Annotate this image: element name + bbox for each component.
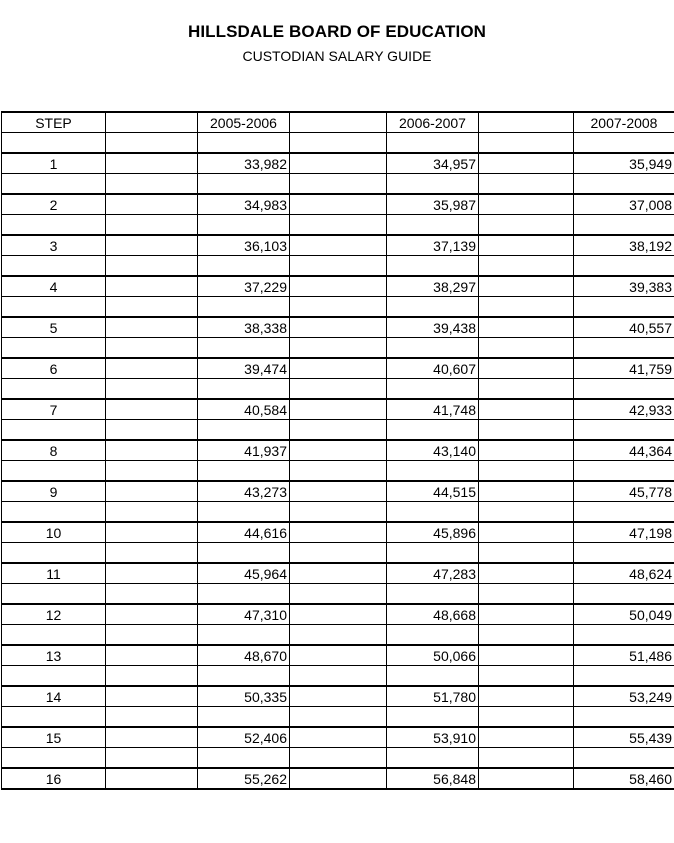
spacer-cell <box>198 461 290 482</box>
salary-2005-2006-cell: 45,964 <box>198 563 290 584</box>
spacer-cell <box>479 748 574 769</box>
step-cell: 7 <box>2 399 106 420</box>
spacer-cell <box>574 297 674 318</box>
table-row <box>2 645 674 666</box>
spacer-cell <box>106 502 198 523</box>
salary-2006-2007-cell: 45,896 <box>387 522 479 543</box>
spacer-cell <box>479 276 574 297</box>
salary-2006-2007-cell: 37,139 <box>387 235 479 256</box>
spacer-cell <box>106 543 198 564</box>
spacer-cell <box>106 153 198 174</box>
salary-2006-2007-cell: 50,066 <box>387 645 479 666</box>
spacer-cell <box>479 256 574 277</box>
spacer-row <box>2 256 674 277</box>
table-row <box>2 522 674 543</box>
spacer-cell <box>479 174 574 195</box>
spacer-cell <box>479 563 574 584</box>
spacer-cell <box>106 481 198 502</box>
spacer-cell <box>479 317 574 338</box>
spacer-cell <box>290 338 387 359</box>
table-row <box>2 276 674 297</box>
spacer-cell <box>106 133 198 154</box>
spacer-cell <box>479 440 574 461</box>
salary-2005-2006-cell: 55,262 <box>198 768 290 789</box>
spacer-cell <box>106 215 198 236</box>
spacer-cell <box>106 440 198 461</box>
page-title: HILLSDALE BOARD OF EDUCATION <box>187 22 487 41</box>
spacer-cell <box>106 666 198 687</box>
spacer-cell <box>106 748 198 769</box>
spacer-cell <box>574 666 674 687</box>
salary-2005-2006-cell: 41,937 <box>198 440 290 461</box>
header-year3: 2007-2008 <box>574 112 674 133</box>
header-year2: 2006-2007 <box>387 112 479 133</box>
spacer-cell <box>479 399 574 420</box>
spacer-cell <box>479 645 574 666</box>
spacer-cell <box>290 440 387 461</box>
step-cell: 1 <box>2 153 106 174</box>
salary-2007-2008-cell: 35,949 <box>574 153 674 174</box>
spacer-cell <box>290 522 387 543</box>
spacer-cell <box>290 502 387 523</box>
spacer-cell <box>479 379 574 400</box>
spacer-cell <box>479 215 574 236</box>
table-row <box>2 358 674 379</box>
spacer-cell <box>479 768 574 789</box>
spacer-row <box>2 666 674 687</box>
salary-2005-2006-cell: 43,273 <box>198 481 290 502</box>
spacer-cell <box>2 543 106 564</box>
spacer-cell <box>479 194 574 215</box>
spacer-cell <box>106 194 198 215</box>
salary-table <box>1 111 674 790</box>
salary-2006-2007-cell: 53,910 <box>387 727 479 748</box>
spacer-cell <box>198 420 290 441</box>
salary-2007-2008-cell: 37,008 <box>574 194 674 215</box>
spacer-cell <box>290 481 387 502</box>
spacer-cell <box>387 625 479 646</box>
salary-2007-2008-cell: 38,192 <box>574 235 674 256</box>
spacer-cell <box>106 174 198 195</box>
salary-2005-2006-cell: 38,338 <box>198 317 290 338</box>
spacer-cell <box>290 174 387 195</box>
table-row <box>2 440 674 461</box>
salary-2005-2006-cell: 48,670 <box>198 645 290 666</box>
table-row <box>2 768 674 789</box>
spacer-cell <box>387 748 479 769</box>
spacer-cell <box>574 174 674 195</box>
spacer-cell <box>574 338 674 359</box>
spacer-cell <box>290 358 387 379</box>
salary-2007-2008-cell: 50,049 <box>574 604 674 625</box>
header-spacer <box>106 112 198 133</box>
spacer-cell <box>2 133 106 154</box>
spacer-cell <box>290 461 387 482</box>
table-row <box>2 194 674 215</box>
spacer-cell <box>574 707 674 728</box>
spacer-cell <box>2 461 106 482</box>
spacer-cell <box>106 420 198 441</box>
spacer-cell <box>290 727 387 748</box>
spacer-cell <box>574 256 674 277</box>
spacer-cell <box>106 235 198 256</box>
salary-2007-2008-cell: 51,486 <box>574 645 674 666</box>
spacer-cell <box>479 522 574 543</box>
spacer-cell <box>290 276 387 297</box>
salary-2007-2008-cell: 42,933 <box>574 399 674 420</box>
spacer-cell <box>106 256 198 277</box>
table-row <box>2 563 674 584</box>
spacer-cell <box>198 584 290 605</box>
step-cell: 8 <box>2 440 106 461</box>
step-cell: 4 <box>2 276 106 297</box>
spacer-cell <box>198 666 290 687</box>
spacer-cell <box>574 215 674 236</box>
spacer-cell <box>2 420 106 441</box>
spacer-cell <box>198 256 290 277</box>
spacer-cell <box>106 399 198 420</box>
spacer-cell <box>387 174 479 195</box>
salary-2007-2008-cell: 39,383 <box>574 276 674 297</box>
salary-2006-2007-cell: 38,297 <box>387 276 479 297</box>
header-year1: 2005-2006 <box>198 112 290 133</box>
spacer-cell <box>479 502 574 523</box>
salary-2005-2006-cell: 39,474 <box>198 358 290 379</box>
spacer-cell <box>479 338 574 359</box>
spacer-row <box>2 748 674 769</box>
table-row <box>2 481 674 502</box>
salary-2006-2007-cell: 56,848 <box>387 768 479 789</box>
salary-2005-2006-cell: 34,983 <box>198 194 290 215</box>
spacer-cell <box>106 625 198 646</box>
spacer-cell <box>290 420 387 441</box>
spacer-cell <box>387 502 479 523</box>
step-cell: 16 <box>2 768 106 789</box>
spacer-cell <box>290 748 387 769</box>
spacer-cell <box>2 748 106 769</box>
spacer-row <box>2 502 674 523</box>
salary-2006-2007-cell: 41,748 <box>387 399 479 420</box>
header-step: STEP <box>2 112 106 133</box>
spacer-cell <box>574 502 674 523</box>
spacer-cell <box>290 153 387 174</box>
spacer-row <box>2 543 674 564</box>
spacer-cell <box>106 379 198 400</box>
salary-2006-2007-cell: 34,957 <box>387 153 479 174</box>
salary-2005-2006-cell: 40,584 <box>198 399 290 420</box>
spacer-cell <box>106 563 198 584</box>
spacer-cell <box>2 338 106 359</box>
step-cell: 6 <box>2 358 106 379</box>
spacer-row <box>2 461 674 482</box>
spacer-cell <box>479 358 574 379</box>
salary-2007-2008-cell: 40,557 <box>574 317 674 338</box>
spacer-cell <box>387 666 479 687</box>
salary-2007-2008-cell: 45,778 <box>574 481 674 502</box>
header-spacer <box>479 112 574 133</box>
spacer-cell <box>387 297 479 318</box>
spacer-cell <box>290 666 387 687</box>
salary-2006-2007-cell: 35,987 <box>387 194 479 215</box>
salary-2006-2007-cell: 47,283 <box>387 563 479 584</box>
spacer-cell <box>106 645 198 666</box>
spacer-cell <box>106 727 198 748</box>
step-cell: 10 <box>2 522 106 543</box>
spacer-row <box>2 338 674 359</box>
spacer-cell <box>387 256 479 277</box>
spacer-cell <box>479 686 574 707</box>
spacer-cell <box>387 584 479 605</box>
salary-2005-2006-cell: 36,103 <box>198 235 290 256</box>
spacer-cell <box>479 543 574 564</box>
spacer-cell <box>574 379 674 400</box>
page-subtitle: CUSTODIAN SALARY GUIDE <box>242 48 432 64</box>
spacer-cell <box>106 707 198 728</box>
step-cell: 12 <box>2 604 106 625</box>
spacer-cell <box>574 420 674 441</box>
salary-2006-2007-cell: 40,607 <box>387 358 479 379</box>
spacer-cell <box>290 543 387 564</box>
spacer-cell <box>2 215 106 236</box>
spacer-cell <box>479 727 574 748</box>
spacer-row <box>2 174 674 195</box>
spacer-row <box>2 584 674 605</box>
step-cell: 3 <box>2 235 106 256</box>
salary-2005-2006-cell: 33,982 <box>198 153 290 174</box>
spacer-cell <box>106 317 198 338</box>
spacer-cell <box>2 379 106 400</box>
step-cell: 13 <box>2 645 106 666</box>
spacer-cell <box>574 748 674 769</box>
spacer-cell <box>198 748 290 769</box>
spacer-cell <box>290 297 387 318</box>
spacer-cell <box>198 133 290 154</box>
salary-2007-2008-cell: 48,624 <box>574 563 674 584</box>
spacer-cell <box>2 625 106 646</box>
salary-2006-2007-cell: 51,780 <box>387 686 479 707</box>
spacer-cell <box>106 358 198 379</box>
spacer-row <box>2 133 674 154</box>
salary-2005-2006-cell: 50,335 <box>198 686 290 707</box>
spacer-cell <box>2 174 106 195</box>
spacer-cell <box>106 461 198 482</box>
spacer-cell <box>290 133 387 154</box>
spacer-cell <box>198 379 290 400</box>
spacer-cell <box>574 543 674 564</box>
salary-2005-2006-cell: 37,229 <box>198 276 290 297</box>
spacer-cell <box>290 256 387 277</box>
salary-2007-2008-cell: 53,249 <box>574 686 674 707</box>
spacer-cell <box>106 584 198 605</box>
salary-2006-2007-cell: 39,438 <box>387 317 479 338</box>
step-cell: 2 <box>2 194 106 215</box>
salary-2005-2006-cell: 52,406 <box>198 727 290 748</box>
header-spacer <box>290 112 387 133</box>
spacer-cell <box>198 215 290 236</box>
table-row <box>2 604 674 625</box>
spacer-cell <box>106 768 198 789</box>
spacer-cell <box>479 584 574 605</box>
spacer-cell <box>479 297 574 318</box>
spacer-cell <box>290 235 387 256</box>
step-cell: 9 <box>2 481 106 502</box>
spacer-cell <box>2 256 106 277</box>
step-cell: 15 <box>2 727 106 748</box>
spacer-cell <box>106 276 198 297</box>
salary-2006-2007-cell: 44,515 <box>387 481 479 502</box>
spacer-cell <box>198 625 290 646</box>
spacer-cell <box>574 625 674 646</box>
step-cell: 14 <box>2 686 106 707</box>
spacer-cell <box>479 707 574 728</box>
step-cell: 5 <box>2 317 106 338</box>
spacer-cell <box>290 707 387 728</box>
spacer-cell <box>479 604 574 625</box>
spacer-cell <box>479 153 574 174</box>
spacer-cell <box>2 502 106 523</box>
spacer-cell <box>479 235 574 256</box>
spacer-cell <box>479 666 574 687</box>
spacer-cell <box>290 768 387 789</box>
spacer-cell <box>479 133 574 154</box>
spacer-cell <box>2 666 106 687</box>
spacer-cell <box>479 481 574 502</box>
spacer-cell <box>198 338 290 359</box>
salary-2007-2008-cell: 41,759 <box>574 358 674 379</box>
spacer-cell <box>2 584 106 605</box>
table-row <box>2 727 674 748</box>
spacer-cell <box>198 297 290 318</box>
spacer-cell <box>290 194 387 215</box>
spacer-cell <box>479 461 574 482</box>
step-cell: 11 <box>2 563 106 584</box>
spacer-cell <box>290 399 387 420</box>
spacer-cell <box>290 645 387 666</box>
spacer-cell <box>574 584 674 605</box>
spacer-cell <box>290 625 387 646</box>
spacer-row <box>2 707 674 728</box>
table-row <box>2 399 674 420</box>
spacer-cell <box>106 522 198 543</box>
table-row <box>2 153 674 174</box>
salary-2005-2006-cell: 47,310 <box>198 604 290 625</box>
spacer-cell <box>387 338 479 359</box>
salary-2005-2006-cell: 44,616 <box>198 522 290 543</box>
spacer-cell <box>290 686 387 707</box>
salary-2006-2007-cell: 48,668 <box>387 604 479 625</box>
spacer-cell <box>106 686 198 707</box>
spacer-cell <box>387 461 479 482</box>
spacer-cell <box>290 584 387 605</box>
spacer-cell <box>387 707 479 728</box>
spacer-cell <box>574 461 674 482</box>
spacer-cell <box>479 420 574 441</box>
salary-2007-2008-cell: 58,460 <box>574 768 674 789</box>
spacer-cell <box>387 133 479 154</box>
spacer-cell <box>387 379 479 400</box>
spacer-cell <box>106 604 198 625</box>
spacer-cell <box>290 604 387 625</box>
spacer-cell <box>290 215 387 236</box>
salary-2006-2007-cell: 43,140 <box>387 440 479 461</box>
spacer-cell <box>290 379 387 400</box>
spacer-cell <box>106 338 198 359</box>
spacer-cell <box>198 502 290 523</box>
table-row <box>2 235 674 256</box>
salary-2007-2008-cell: 47,198 <box>574 522 674 543</box>
spacer-cell <box>198 543 290 564</box>
table-row <box>2 686 674 707</box>
spacer-cell <box>574 133 674 154</box>
spacer-row <box>2 420 674 441</box>
spacer-cell <box>290 317 387 338</box>
spacer-cell <box>479 625 574 646</box>
spacer-cell <box>290 563 387 584</box>
spacer-row <box>2 379 674 400</box>
spacer-cell <box>198 707 290 728</box>
spacer-row <box>2 215 674 236</box>
spacer-cell <box>387 543 479 564</box>
spacer-row <box>2 297 674 318</box>
spacer-cell <box>198 174 290 195</box>
header-row <box>2 112 674 133</box>
spacer-cell <box>2 707 106 728</box>
spacer-cell <box>387 420 479 441</box>
salary-2007-2008-cell: 55,439 <box>574 727 674 748</box>
spacer-cell <box>106 297 198 318</box>
spacer-cell <box>2 297 106 318</box>
salary-2007-2008-cell: 44,364 <box>574 440 674 461</box>
spacer-row <box>2 625 674 646</box>
spacer-cell <box>387 215 479 236</box>
table-row <box>2 317 674 338</box>
